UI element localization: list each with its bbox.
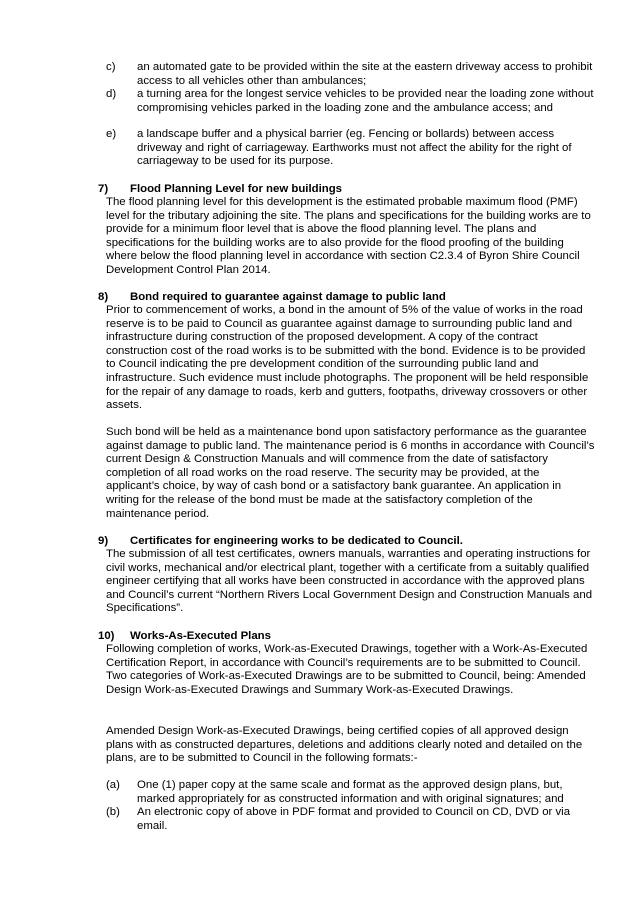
list-text: a turning area for the longest service vehicles to be provided near the loading zone without compromising vehicles parked in the loading zone and the ambulance access; and [137, 88, 594, 114]
section-number: 7) [98, 183, 109, 195]
list-marker: c) [106, 61, 116, 73]
section-title: Certificates for engineering works to be dedicated to Council. [130, 535, 463, 547]
section-title: Works-As-Executed Plans [130, 630, 271, 642]
section-9-paragraph-1: The submission of all test certificates, owners manuals, warranties and operating instructions for civil works, mechanical and/or electrical plant, together with a certificate from a suitably qualified engineer certifying that all works have been constructed in accordance with the approved plans and Council’s current “Northern Rivers Local Government Design and Construction Manuals and Specifications”. [106, 548, 593, 615]
list-marker: (a) [106, 779, 120, 791]
list-marker: e) [106, 128, 117, 140]
section-7-paragraph-1: The flood planning level for this development is the estimated probable maximum flood (PMF) level for the tributary adjoining the site. The plans and specifications for the building works are to provide for a minimum floor level that is above the flood planning level. The plans and specifications for the building works are to also provide for the flood proofing of the building where below the flood planning level in accordance with section C2.3.4 of Byron Shire Council Development Control Plan 2014. [106, 196, 591, 276]
list-text: One (1) paper copy at the same scale and format as the approved design plans, but, marked appropriately for as constructed information and with original signatures; and [137, 779, 564, 805]
section-title: Bond required to guarantee against damage to public land [130, 291, 446, 303]
list-marker: d) [106, 88, 117, 100]
list-text: a landscape buffer and a physical barrier (eg. Fencing or bollards) between access driveway and right of carriageway. Earthworks must not affect the ability for the right of carriageway to be used for its purpose. [137, 128, 572, 168]
section-10-paragraph-1: Following completion of works, Work-as-Executed Drawings, together with a Work-As-Executed Certification Report, in accordance with Council’s requirements are to be submitted to Council. Two categories of Work-as-Executed Drawings are to be submitted to Council, being: Amended Design Work-as-Executed Drawings and Summary Work-as-Executed Drawings. [106, 643, 588, 696]
list-text: An electronic copy of above in PDF format and provided to Council on CD, DVD or via email. [137, 806, 571, 832]
section-number: 8) [98, 291, 109, 303]
section-8-paragraph-2: Such bond will be held as a maintenance bond upon satisfactory performance as the guarantee against damage to public land. The maintenance period is 6 months in accordance with Council’s current Design & Construction Manuals and will commence from the date of satisfactory completion of all road works on the road reserve. The security may be provided, at the applicant’s choice, by way of cash bond or a satisfactory bank guarantee. An application in writing for the release of the bond must be made at the satisfactory completion of the maintenance period. [106, 426, 595, 520]
section-10-paragraph-2: Amended Design Work-as-Executed Drawings, being certified copies of all approved design plans with as constructed departures, deletions and additions clearly noted and detailed on the plans, are to be submitted to Council in the following formats:- [106, 725, 583, 765]
list-marker: (b) [106, 806, 120, 818]
list-text: an automated gate to be provided within the site at the eastern driveway access to prohibit access to all vehicles other than ambulances; [137, 61, 593, 87]
section-title: Flood Planning Level for new buildings [130, 183, 342, 195]
section-number: 9) [98, 535, 109, 547]
section-8-paragraph-1: Prior to commencement of works, a bond in the amount of 5% of the value of works in the road reserve is to be paid to Council as guarantee against damage to surrounding public land and infrastructure during construction of the proposed development. A copy of the contract construction cost of the road works is to be submitted with the bond. Evidence is to be provided to Council indicating the pre development condition of the surrounding public land and infrastructure. Such evidence must include photographs. The proponent will be held responsible for the repair of any damage to roads, kerb and gutters, footpaths, driveway crossovers or other assets. [106, 304, 589, 412]
section-number: 10) [98, 630, 115, 642]
